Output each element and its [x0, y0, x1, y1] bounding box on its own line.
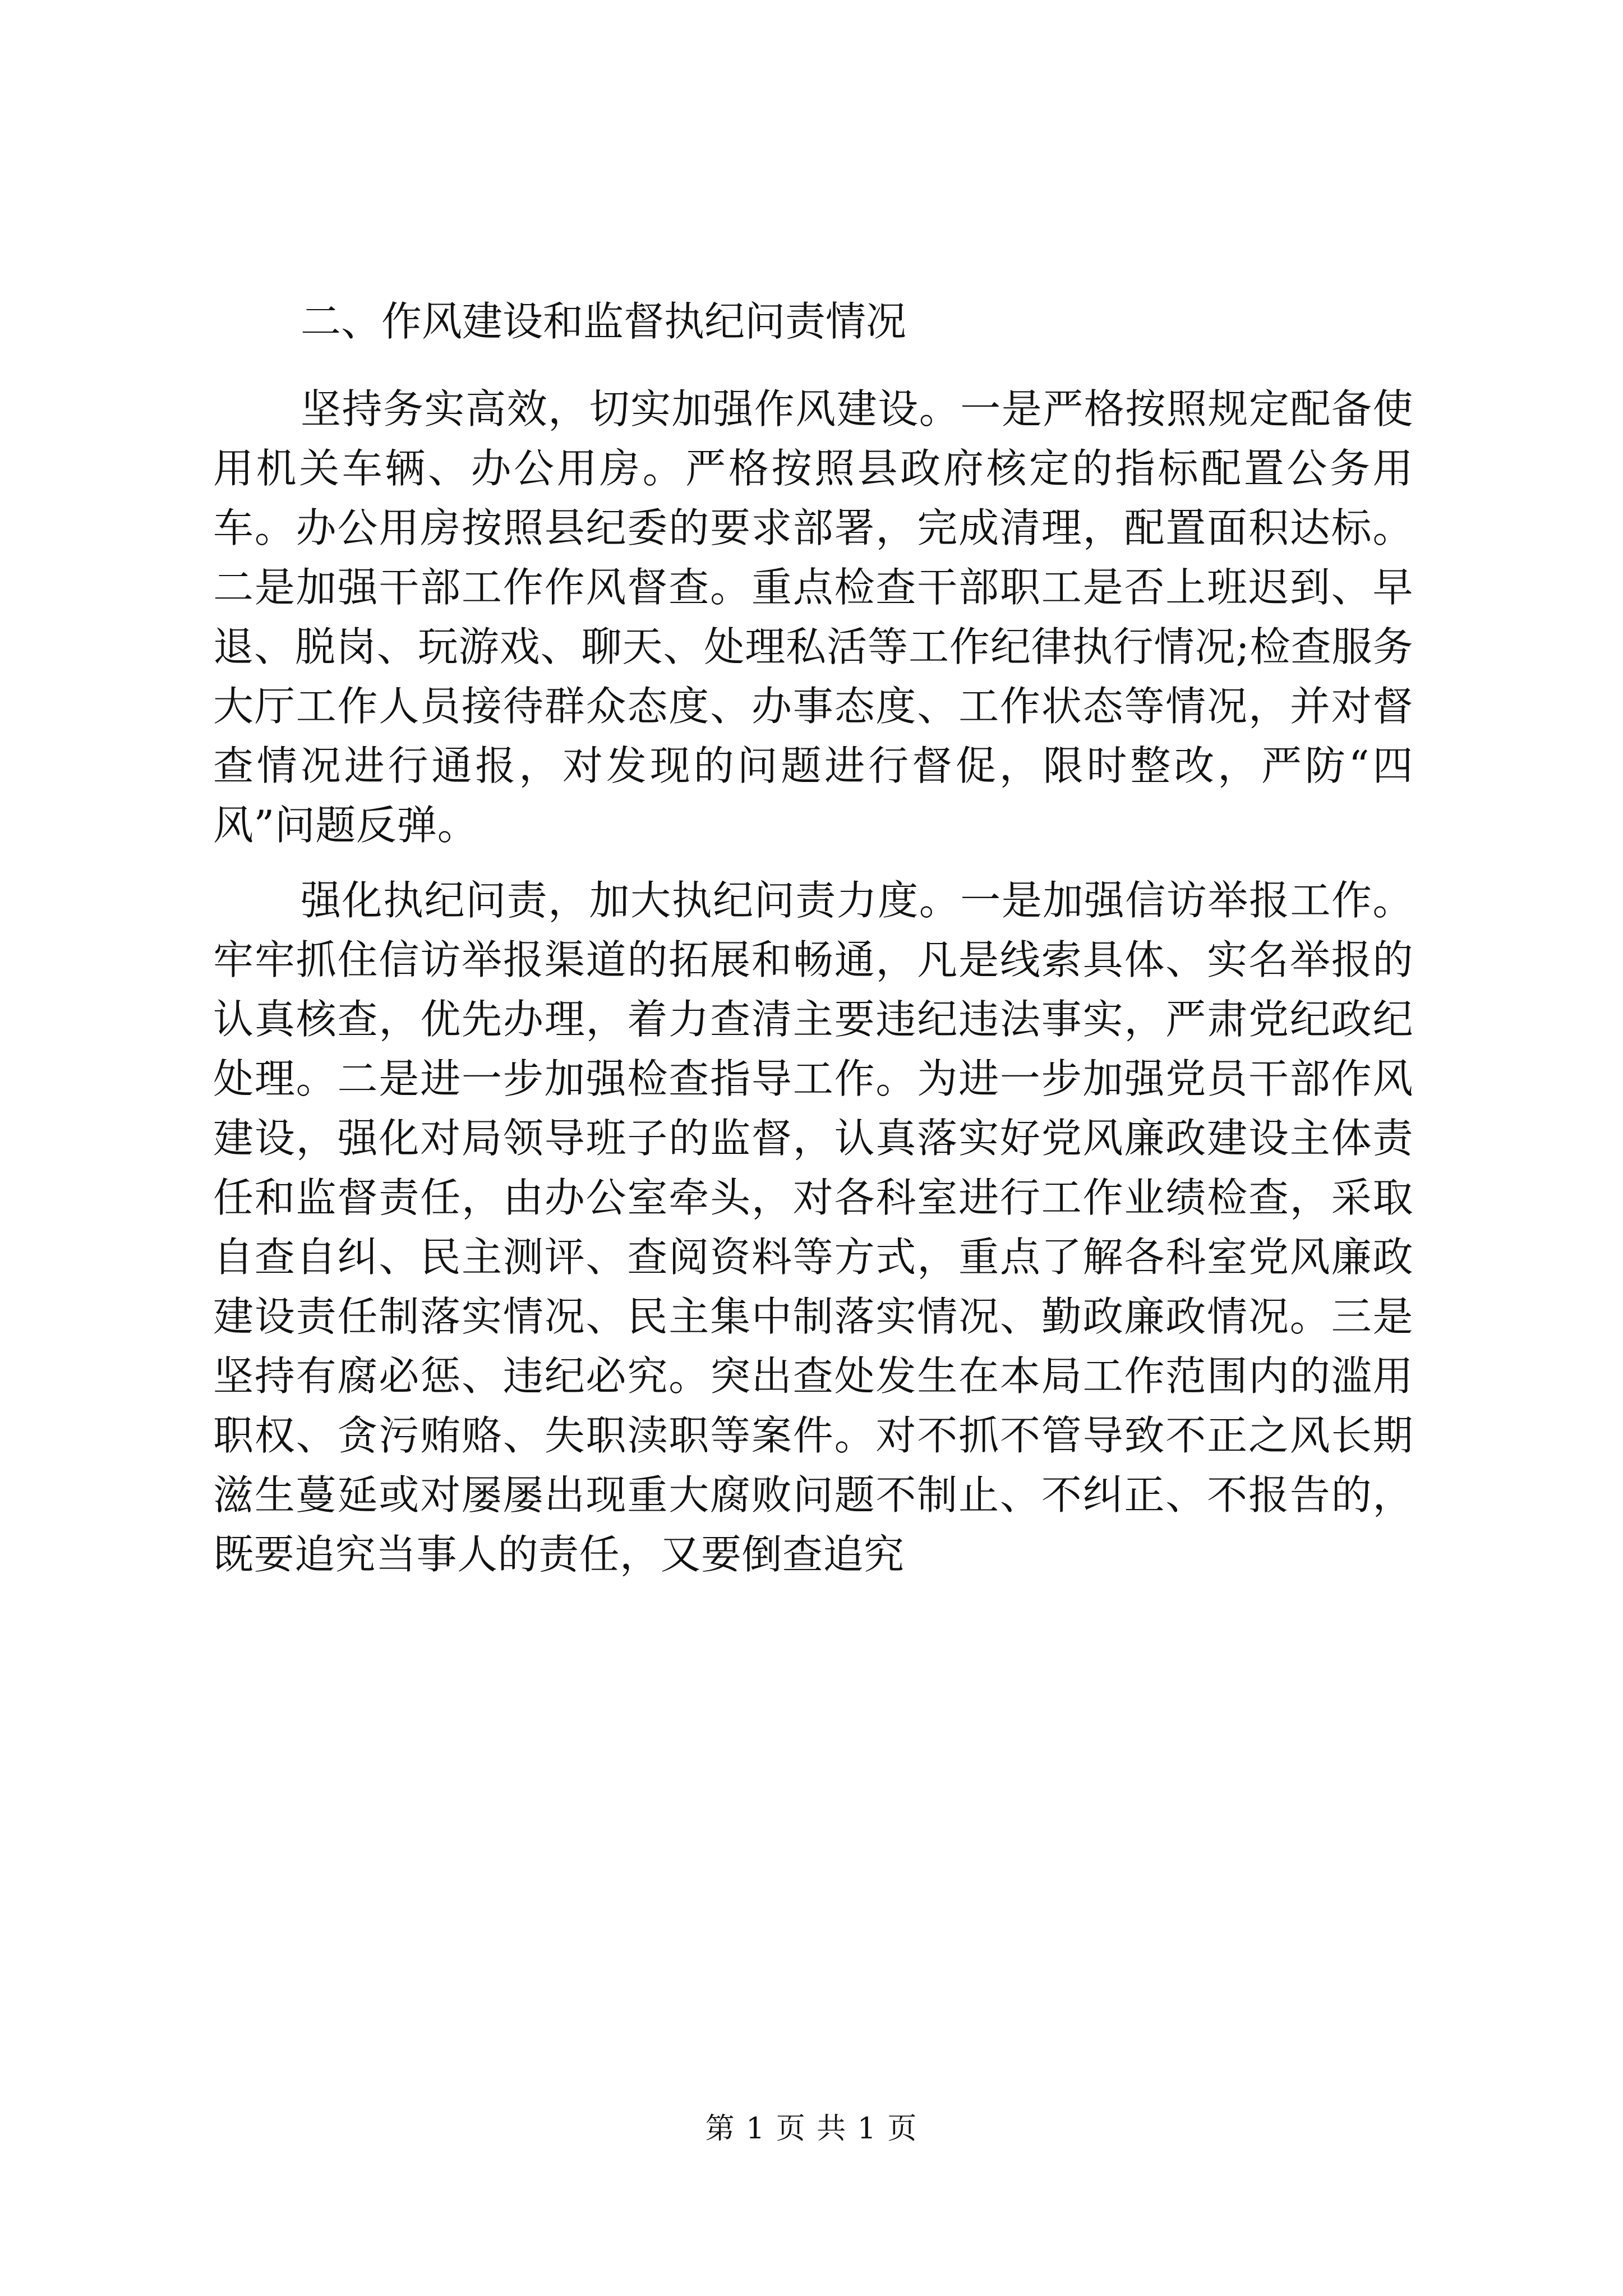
paragraph-work-style: 坚持务实高效，切实加强作风建设。一是严格按照规定配备使用机关车辆、办公用房。严格按照县政府核定的指标配置公务用车。办公用房按照县纪委的要求部署，完成清理，配置面积达标。二是加强干部工作作风督查。重点检查干部职工是否上班迟到、早退、脱岗、玩游戏、聊天、处理私活等工作纪律执行情况;检查服务大厅工作人员接待群众态度、办事态度、工作状态等情况，并对督查情况进行通报，对发现的问题进行督促，限时整改，严防“四风”问题反弹。	[213, 385, 1413, 849]
page-footer: 第 1 页 共 1 页	[705, 2112, 918, 2146]
section-heading: 二、作风建设和监督执纪问责情况	[301, 298, 907, 345]
paragraph-discipline-accountability: 强化执纪问责，加大执纪问责力度。一是加强信访举报工作。牢牢抓住信访举报渠道的拓展和畅通，凡是线索具体、实名举报的认真核查，优先办理，着力查清主要违纪违法事实，严肃党纪政纪处理。二是进一步加强检查指导工作。为进一步加强党员干部作风建设，强化对局领导班子的监督，认真落实好党风廉政建设主体责任和监督责任，由办公室牵头，对各科室进行工作业绩检查，采取自查自纠、民主测评、查阅资料等方式，重点了解各科室党风廉政建设责任制落实情况、民主集中制落实情况、勤政廉政情况。三是坚持有腐必惩、违纪必究。突出查处发生在本局工作范围内的滥用职权、贪污贿赂、失职渎职等案件。对不抓不管导致不正之风长期滋生蔓延或对屡屡出现重大腐败问题不制止、不纠正、不报告的，既要追究当事人的责任，又要倒查追究	[213, 877, 1413, 1578]
document-body	[213, 292, 1413, 1584]
